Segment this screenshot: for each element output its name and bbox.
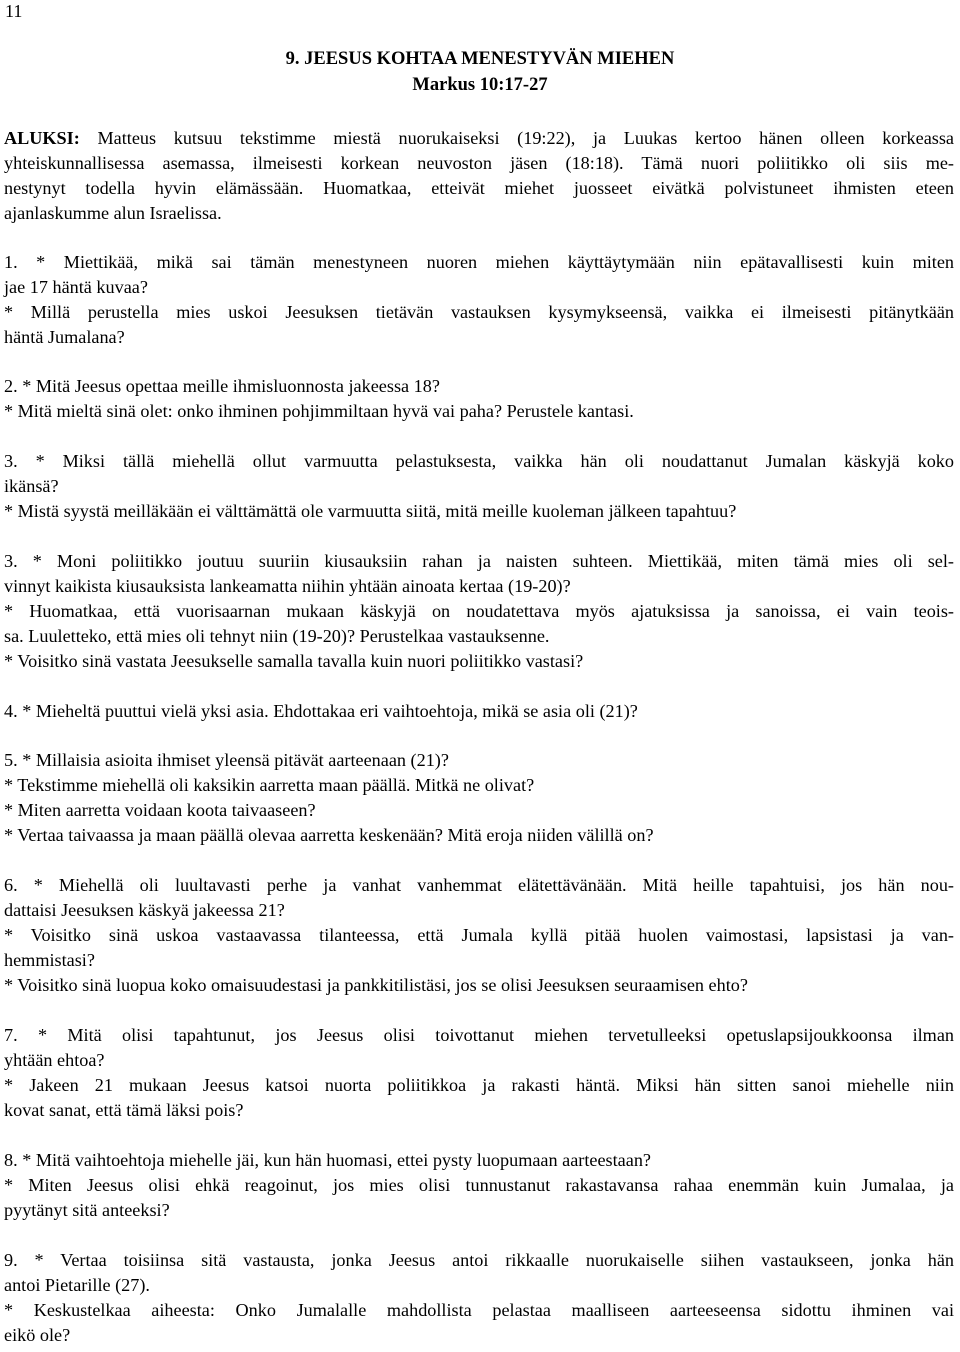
page-title: 9. JEESUS KOHTAA MENESTYVÄN MIEHEN bbox=[285, 49, 675, 69]
line-text: 8. * Mitä vaihtoehtoja miehelle jäi, kun hän huomasi, ettei pysty luopumaan aarteestaan? bbox=[4, 1150, 651, 1170]
text-line bbox=[4, 1273, 150, 1298]
text-line bbox=[4, 201, 222, 226]
line-text: * Mitä mieltä sinä olet: onko ihminen pohjimmiltaan hyvä vai paha? Perustele kantasi. bbox=[4, 401, 634, 421]
line-text: * Millä perustella mies uskoi Jeesuksen tietävän vastauksen kysymykseensä, vaikka ei ilmeisesti pitänytkään bbox=[4, 302, 954, 322]
text-line bbox=[4, 300, 954, 325]
line-text: 9. * Vertaa toisiinsa sitä vastausta, jonka Jeesus antoi rikkaalle nuorukaiselle siihen vastaukseen, jonka hän bbox=[4, 1250, 954, 1270]
line-text: vinnyt kaikista kiusauksista lankeamatta niihin yhtään ainoata kertaa (19-20)? bbox=[4, 576, 571, 596]
line-text: 6. * Miehellä oli luultavasti perhe ja vanhat vanhemmat elätettävänään. Mitä heille tapahtuisi, jos hän nou- bbox=[4, 875, 954, 895]
line-text: yhtään ehtoa? bbox=[4, 1050, 105, 1070]
text-line bbox=[4, 1023, 954, 1048]
text-line bbox=[4, 1098, 243, 1123]
line-text: eikö ole? bbox=[4, 1325, 71, 1345]
line-text: jae 17 häntä kuvaa? bbox=[4, 277, 148, 297]
line-text: 3. * Moni poliitikko joutuu suuriin kiusauksiin rahan ja naisten suhteen. Miettikää, miten tämä mies oli sel- bbox=[4, 551, 954, 571]
text-line bbox=[4, 823, 654, 848]
text-line bbox=[4, 1248, 954, 1273]
line-text: * Miten Jeesus olisi ehkä reagoinut, jos mies olisi tunnustanut rakastavansa rahaa enemmän kuin Jumalaa, ja bbox=[4, 1175, 954, 1195]
text-line bbox=[4, 1073, 954, 1098]
text-line bbox=[4, 624, 549, 649]
line-text: * Vertaa taivaassa ja maan päällä olevaa aarretta keskenään? Mitä eroja niiden välillä on? bbox=[4, 825, 654, 845]
text-line bbox=[4, 973, 748, 998]
line-text: ajanlaskumme alun Israelissa. bbox=[4, 203, 222, 223]
text-line bbox=[4, 399, 634, 424]
text-line bbox=[4, 649, 583, 674]
line-text: yhteiskunnallisessa asemassa, ilmeisesti korkean neuvoston jäsen (18:18). Tämä nuori poliitikko oli siis me- bbox=[4, 153, 954, 173]
text-line bbox=[4, 599, 954, 624]
line-text: * Miten aarretta voidaan koota taivaaseen? bbox=[4, 800, 316, 820]
line-text: ikänsä? bbox=[4, 476, 59, 496]
line-text: 7. * Mitä olisi tapahtunut, jos Jeesus olisi toivottanut miehen tervetulleeksi opetuslapsijoukkoonsa ilman bbox=[4, 1025, 954, 1045]
text-line bbox=[4, 449, 954, 474]
text-line bbox=[4, 126, 954, 151]
page-number: 11 bbox=[5, 1, 23, 21]
text-line bbox=[4, 325, 125, 350]
text-line bbox=[4, 948, 95, 973]
text-line bbox=[4, 898, 285, 923]
text-line bbox=[4, 1048, 104, 1073]
line-text: 2. * Mitä Jeesus opettaa meille ihmisluonnosta jakeessa 18? bbox=[4, 376, 440, 396]
line-text: * Keskustelkaa aiheesta: Onko Jumalalle mahdollista pelastaa maalliseen aarteeseensa sidottu ihminen vai bbox=[4, 1300, 954, 1320]
line-text: häntä Jumalana? bbox=[4, 327, 125, 347]
line-text: * Voisitko sinä luopua koko omaisuudestasi ja pankkitilistäsi, jos se olisi Jeesuksen seuraamisen ehto? bbox=[4, 975, 748, 995]
line-text: 1. * Miettikää, mikä sai tämän menestyneen nuoren miehen käyttäytymään niin epätavallisesti kuin miten bbox=[4, 252, 954, 272]
text-line bbox=[4, 699, 638, 724]
line-text: nestynyt todella hyvin elämässään. Huomatkaa, etteivät miehet juosseet eivätkä polvistuneet ihmisten eteen bbox=[4, 178, 954, 198]
text-line bbox=[4, 923, 954, 948]
text-line bbox=[4, 374, 440, 399]
text-line bbox=[4, 873, 954, 898]
text-line bbox=[4, 250, 954, 275]
text-line bbox=[4, 1323, 70, 1348]
line-text: 4. * Mieheltä puuttui vielä yksi asia. Ehdottakaa eri vaihtoehtoja, mikä se asia oli (21)? bbox=[4, 701, 638, 721]
line-text: 5. * Millaisia asioita ihmiset yleensä pitävät aarteenaan (21)? bbox=[4, 750, 449, 770]
line-text: * Jakeen 21 mukaan Jeesus katsoi nuorta poliitikkoa ja rakasti häntä. Miksi hän sitten sanoi miehelle niin bbox=[4, 1075, 954, 1095]
line-text: Matteus kutsuu tekstimme miestä nuorukaiseksi (19:22), ja Luukas kertoo hänen olleen korkeassa bbox=[79, 128, 954, 148]
line-text: antoi Pietarille (27). bbox=[4, 1275, 150, 1295]
text-line bbox=[4, 1173, 954, 1198]
text-line bbox=[4, 151, 954, 176]
text-line bbox=[4, 1148, 651, 1173]
line-text: 3. * Miksi tällä miehellä ollut varmuutta pelastuksesta, vaikka hän oli noudattanut Jumalan käskyjä koko bbox=[4, 451, 954, 471]
text-line bbox=[4, 499, 736, 524]
line-text: * Tekstimme miehellä oli kaksikin aarretta maan päällä. Mitkä ne olivat? bbox=[4, 775, 535, 795]
text-line bbox=[4, 474, 59, 499]
line-text: dattaisi Jeesuksen käskyä jakeessa 21? bbox=[4, 900, 285, 920]
line-text: sa. Luuletteko, että mies oli tehnyt niin (19-20)? Perustelkaa vastauksenne. bbox=[4, 626, 550, 646]
scripture-reference: Markus 10:17-27 bbox=[412, 75, 548, 95]
text-line bbox=[4, 1198, 170, 1223]
line-text: hemmistasi? bbox=[4, 950, 95, 970]
line-text: * Huomatkaa, että vuorisaarnan mukaan käskyjä on noudatettava myös ajatuksissa ja sanoissa, ei vain teois- bbox=[4, 601, 954, 621]
text-line bbox=[4, 574, 571, 599]
line-text: pyytänyt sitä anteeksi? bbox=[4, 1200, 170, 1220]
intro-label: ALUKSI: bbox=[4, 128, 80, 148]
line-text: * Voisitko sinä vastata Jeesukselle samalla tavalla kuin nuori poliitikko vastasi? bbox=[4, 651, 584, 671]
text-line bbox=[4, 798, 316, 823]
text-line bbox=[4, 748, 449, 773]
line-text: * Mistä syystä meilläkään ei välttämättä ole varmuutta siitä, mitä meille kuoleman jälkeen tapahtuu? bbox=[4, 501, 737, 521]
text-line bbox=[4, 1298, 954, 1323]
line-text: kovat sanat, että tämä läksi pois? bbox=[4, 1100, 244, 1120]
text-line bbox=[4, 549, 954, 574]
text-line bbox=[4, 275, 148, 300]
line-text: * Voisitko sinä uskoa vastaavassa tilanteessa, että Jumala kyllä pitää huolen vaimostasi, lapsistasi ja van- bbox=[4, 925, 954, 945]
text-line bbox=[4, 176, 954, 201]
text-line bbox=[4, 773, 534, 798]
